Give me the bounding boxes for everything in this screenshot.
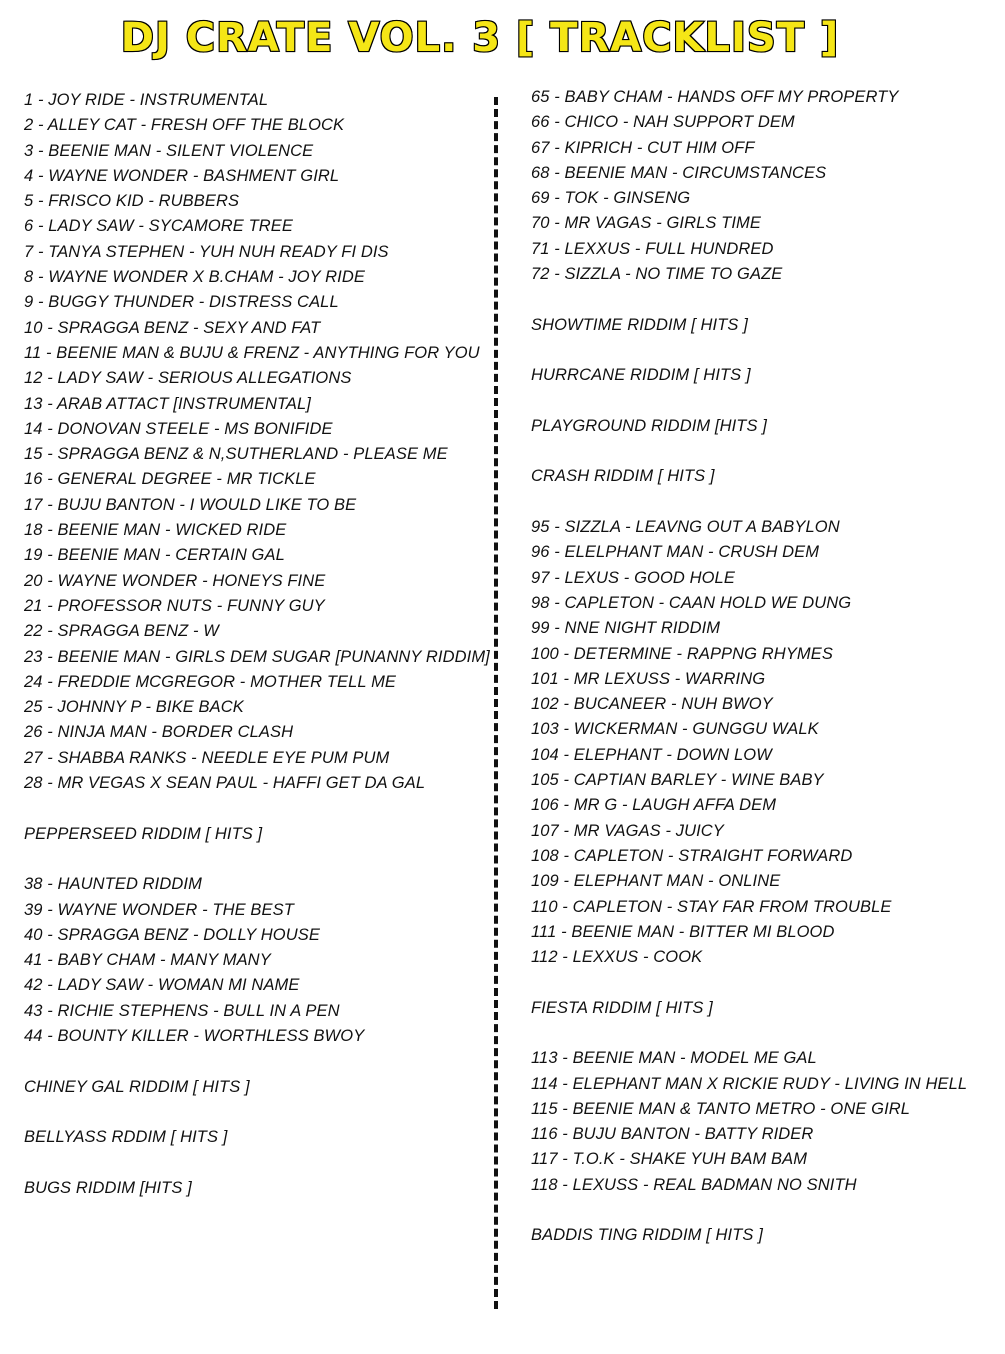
track-item: 110 - CAPLETON - STAY FAR FROM TROUBLE: [531, 897, 892, 916]
track-item: 116 - BUJU BANTON - BATTY RIDER: [531, 1125, 814, 1144]
list-spacer: [531, 1198, 1001, 1223]
track-item: 106 - MR G - LAUGH AFFA DEM: [531, 796, 777, 815]
track-item: 23 - BEENIE MAN - GIRLS DEM SUGAR [PUNANNY RIDDIM]: [24, 647, 490, 666]
track-item: 14 - DONOVAN STEELE - MS BONIFIDE: [24, 419, 333, 438]
track-item: 65 - BABY CHAM - HANDS OFF MY PROPERTY: [531, 88, 899, 106]
track-item: 3 - BEENIE MAN - SILENT VIOLENCE: [24, 141, 314, 160]
list-spacer: [24, 1150, 494, 1175]
track-item: 67 - KIPRICH - CUT HIM OFF: [531, 138, 755, 157]
track-item: 38 - HAUNTED RIDDIM: [24, 875, 202, 894]
riddim-heading: CRASH RIDDIM [ HITS ]: [531, 467, 715, 486]
track-item: 24 - FREDDIE MCGREGOR - MOTHER TELL ME: [24, 672, 397, 691]
track-item: 25 - JOHNNY P - BIKE BACK: [24, 698, 244, 717]
list-spacer: [531, 389, 1001, 414]
riddim-heading: FIESTA RIDDIM [ HITS ]: [531, 998, 713, 1017]
riddim-heading: SHOWTIME RIDDIM [ HITS ]: [531, 315, 748, 334]
track-item: 68 - BEENIE MAN - CIRCUMSTANCES: [531, 163, 827, 182]
track-item: 98 - CAPLETON - CAAN HOLD WE DUNG: [531, 593, 852, 612]
track-item: 16 - GENERAL DEGREE - MR TICKLE: [24, 470, 316, 489]
track-item: 20 - WAYNE WONDER - HONEYS FINE: [24, 571, 326, 590]
track-item: 9 - BUGGY THUNDER - DISTRESS CALL: [24, 293, 339, 312]
riddim-heading: HURRCANE RIDDIM [ HITS ]: [531, 366, 751, 385]
track-item: 40 - SPRAGGA BENZ - DOLLY HOUSE: [24, 925, 320, 944]
riddim-heading: BUGS RIDDIM [HITS ]: [24, 1178, 192, 1197]
track-item: 72 - SIZZLA - NO TIME TO GAZE: [531, 265, 783, 284]
list-spacer: [24, 1100, 494, 1125]
track-item: 18 - BEENIE MAN - WICKED RIDE: [24, 521, 287, 540]
riddim-heading: BADDIS TING RIDDIM [ HITS ]: [531, 1226, 763, 1245]
riddim-heading: PLAYGROUND RIDDIM [HITS ]: [531, 416, 767, 435]
track-item: 19 - BEENIE MAN - CERTAIN GAL: [24, 546, 285, 565]
page-title: DJ CRATE VOL. 3 [ TRACKLIST ]: [120, 15, 840, 61]
track-item: 112 - LEXXUS - COOK: [531, 948, 703, 967]
track-item: 100 - DETERMINE - RAPPNG RHYMES: [531, 644, 833, 663]
track-item: 44 - BOUNTY KILLER - WORTHLESS BWOY: [24, 1026, 365, 1045]
track-item: 70 - MR VAGAS - GIRLS TIME: [531, 214, 761, 233]
list-spacer: [24, 1049, 494, 1074]
track-item: 107 - MR VAGAS - JUICY: [531, 821, 724, 840]
track-item: 108 - CAPLETON - STRAIGHT FORWARD: [531, 846, 853, 865]
track-item: 1 - JOY RIDE - INSTRUMENTAL: [24, 91, 269, 109]
list-spacer: [531, 287, 1001, 312]
track-item: 5 - FRISCO KID - RUBBERS: [24, 192, 240, 211]
tracklist-left-column: [24, 88, 494, 1201]
track-item: 69 - TOK - GINSENG: [531, 189, 691, 208]
list-spacer: [24, 796, 494, 821]
track-item: 6 - LADY SAW - SYCAMORE TREE: [24, 217, 293, 236]
track-item: 118 - LEXUSS - REAL BADMAN NO SNITH: [531, 1175, 857, 1194]
track-item: 104 - ELEPHANT - DOWN LOW: [531, 745, 772, 764]
track-item: 22 - SPRAGGA BENZ - W: [24, 622, 219, 641]
track-item: 117 - T.O.K - SHAKE YUH BAM BAM: [531, 1150, 808, 1169]
track-item: 28 - MR VEGAS X SEAN PAUL - HAFFI GET DA GAL: [24, 774, 426, 793]
track-item: 11 - BEENIE MAN & BUJU & FRENZ - ANYTHING FOR YOU: [24, 343, 480, 362]
track-item: 115 - BEENIE MAN & TANTO METRO - ONE GIRL: [531, 1099, 911, 1118]
list-spacer: [24, 847, 494, 872]
track-item: 17 - BUJU BANTON - I WOULD LIKE TO BE: [24, 495, 357, 514]
riddim-heading: CHINEY GAL RIDDIM [ HITS ]: [24, 1077, 250, 1096]
track-item: 4 - WAYNE WONDER - BASHMENT GIRL: [24, 166, 340, 185]
track-item: 113 - BEENIE MAN - MODEL ME GAL: [531, 1049, 817, 1068]
list-spacer: [531, 490, 1001, 515]
track-item: 105 - CAPTIAN BARLEY - WINE BABY: [531, 771, 824, 790]
track-item: 43 - RICHIE STEPHENS - BULL IN A PEN: [24, 1001, 340, 1020]
track-item: 10 - SPRAGGA BENZ - SEXY AND FAT: [24, 318, 321, 337]
track-item: 66 - CHICO - NAH SUPPORT DEM: [531, 113, 795, 132]
track-item: 13 - ARAB ATTACT [INSTRUMENTAL]: [24, 394, 311, 413]
riddim-heading: PEPPERSEED RIDDIM [ HITS ]: [24, 824, 263, 843]
track-item: 7 - TANYA STEPHEN - YUH NUH READY FI DIS: [24, 242, 389, 261]
track-item: 42 - LADY SAW - WOMAN MI NAME: [24, 976, 300, 995]
riddim-heading: BELLYASS RDDIM [ HITS ]: [24, 1128, 228, 1147]
track-item: 27 - SHABBA RANKS - NEEDLE EYE PUM PUM: [24, 748, 390, 767]
track-item: 109 - ELEPHANT MAN - ONLINE: [531, 872, 781, 891]
tracklist-right-column: [531, 85, 1001, 1249]
track-item: 26 - NINJA MAN - BORDER CLASH: [24, 723, 294, 742]
track-item: 103 - WICKERMAN - GUNGGU WALK: [531, 720, 819, 739]
track-item: 114 - ELEPHANT MAN X RICKIE RUDY - LIVING IN HELL: [531, 1074, 968, 1093]
track-item: 21 - PROFESSOR NUTS - FUNNY GUY: [24, 596, 325, 615]
track-item: 95 - SIZZLA - LEAVNG OUT A BABYLON: [531, 518, 840, 537]
track-item: 97 - LEXUS - GOOD HOLE: [531, 568, 735, 587]
column-divider: [494, 97, 498, 1309]
list-spacer: [531, 338, 1001, 363]
track-item: 102 - BUCANEER - NUH BWOY: [531, 695, 773, 714]
track-item: 101 - MR LEXUSS - WARRING: [531, 669, 766, 688]
list-spacer: [531, 1021, 1001, 1046]
track-item: 111 - BEENIE MAN - BITTER MI BLOOD: [531, 922, 835, 941]
list-spacer: [531, 439, 1001, 464]
track-item: 39 - WAYNE WONDER - THE BEST: [24, 900, 294, 919]
track-item: 96 - ELELPHANT MAN - CRUSH DEM: [531, 543, 820, 562]
track-item: 2 - ALLEY CAT - FRESH OFF THE BLOCK: [24, 116, 345, 135]
track-item: 41 - BABY CHAM - MANY MANY: [24, 951, 271, 970]
track-item: 15 - SPRAGGA BENZ & N,SUTHERLAND - PLEASE ME: [24, 445, 448, 464]
track-item: 71 - LEXXUS - FULL HUNDRED: [531, 239, 774, 258]
track-item: 99 - NNE NIGHT RIDDIM: [531, 619, 721, 638]
track-item: 12 - LADY SAW - SERIOUS ALLEGATIONS: [24, 369, 352, 388]
track-item: 8 - WAYNE WONDER X B.CHAM - JOY RIDE: [24, 268, 365, 287]
list-spacer: [531, 970, 1001, 995]
